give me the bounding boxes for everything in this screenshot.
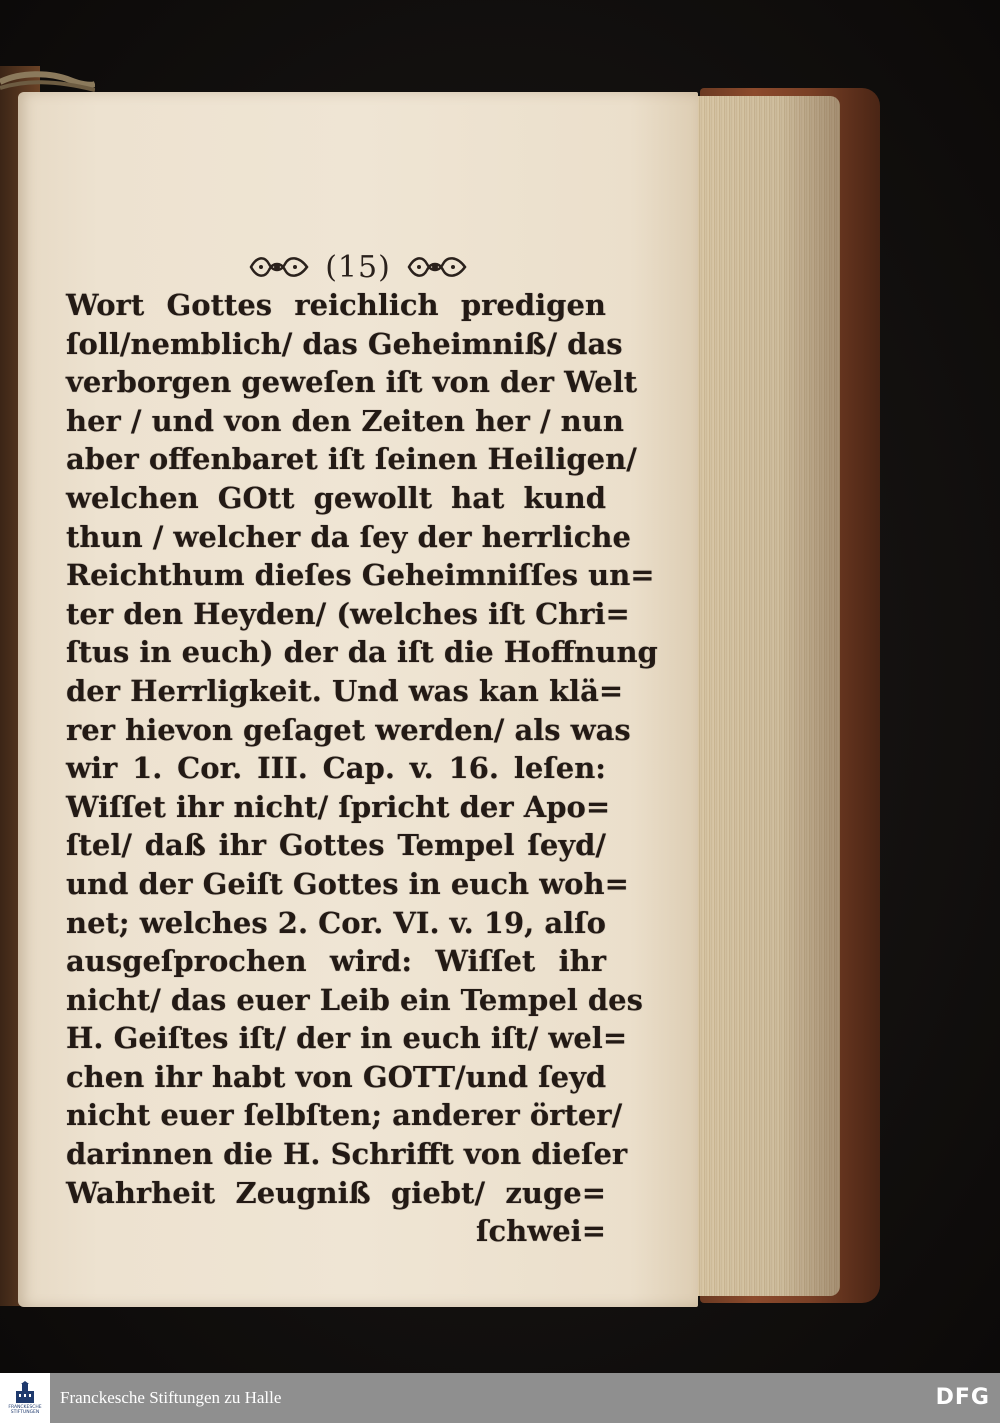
text-line: nicht euer ſelbſten; anderer örter/ <box>66 1098 623 1133</box>
page-number: (15) <box>325 249 391 285</box>
text-line: ſtus in euch) der da iſt die Hoffnung <box>66 635 658 670</box>
book-page <box>18 92 698 1307</box>
text-line: chen ihr habt von GOTT/und ſeyd <box>66 1059 607 1094</box>
text-line: Reichthum dieſes Geheimniſſes un= <box>66 558 655 593</box>
text-line: darinnen die H. Schrifft von dieſer <box>66 1137 628 1172</box>
right-ornament-icon <box>405 252 469 282</box>
dfg-logo[interactable]: DFG <box>935 1385 990 1410</box>
institution-logo[interactable] <box>0 1373 50 1423</box>
viewer-footer-bar <box>0 1373 1000 1423</box>
text-line: her / und von den Zeiten her / nun <box>66 403 624 438</box>
text-line: thun / welcher da ſey der herrliche <box>66 519 631 554</box>
text-line: net; welches 2. Cor. VI. v. 19, alſo <box>66 905 606 940</box>
text-line: rer hievon geſaget werden/ als was <box>66 712 631 747</box>
text-line: aber offenbaret iſt ſeinen Heiligen/ <box>66 442 637 477</box>
logo-text: FRANCKESCHE STIFTUNGEN <box>8 1405 42 1415</box>
text-line: Wahrheit Zeugniß giebt/ zuge= <box>66 1175 606 1210</box>
text-line: und der Geiſt Gottes in euch woh= <box>66 866 629 901</box>
page-body-text <box>66 286 658 1251</box>
page-header <box>18 244 698 290</box>
catchword: ſchwei= <box>476 1214 606 1249</box>
text-line: ſtel/ daß ihr Gottes Tempel ſeyd/ <box>66 828 606 863</box>
text-line: welchen GOtt gewollt hat kund <box>66 480 606 515</box>
text-line: ter den Heyden/ (welches iſt Chri= <box>66 596 630 631</box>
text-line: nicht/ das euer Leib ein Tempel des <box>66 982 643 1017</box>
building-icon <box>14 1381 36 1405</box>
text-line: Wort Gottes reichlich predigen <box>66 288 606 322</box>
text-line: Wiſſet ihr nicht/ ſpricht der Apo= <box>66 789 611 824</box>
text-line: H. Geiſtes iſt/ der in euch iſt/ wel= <box>66 1021 628 1056</box>
text-line: wir 1. Cor. III. Cap. v. 16. leſen: <box>66 751 606 786</box>
institution-name[interactable]: Franckesche Stiftungen zu Halle <box>60 1388 282 1407</box>
left-ornament-icon <box>247 252 311 282</box>
text-line: ſoll/nemblich/ das Geheimniß/ das <box>66 326 623 361</box>
text-line: ausgeſprochen wird: Wiſſet ihr <box>66 944 606 979</box>
text-line: der Herrligkeit. Und was kan klä= <box>66 673 624 708</box>
text-line: verborgen geweſen iſt von der Welt <box>66 365 638 400</box>
